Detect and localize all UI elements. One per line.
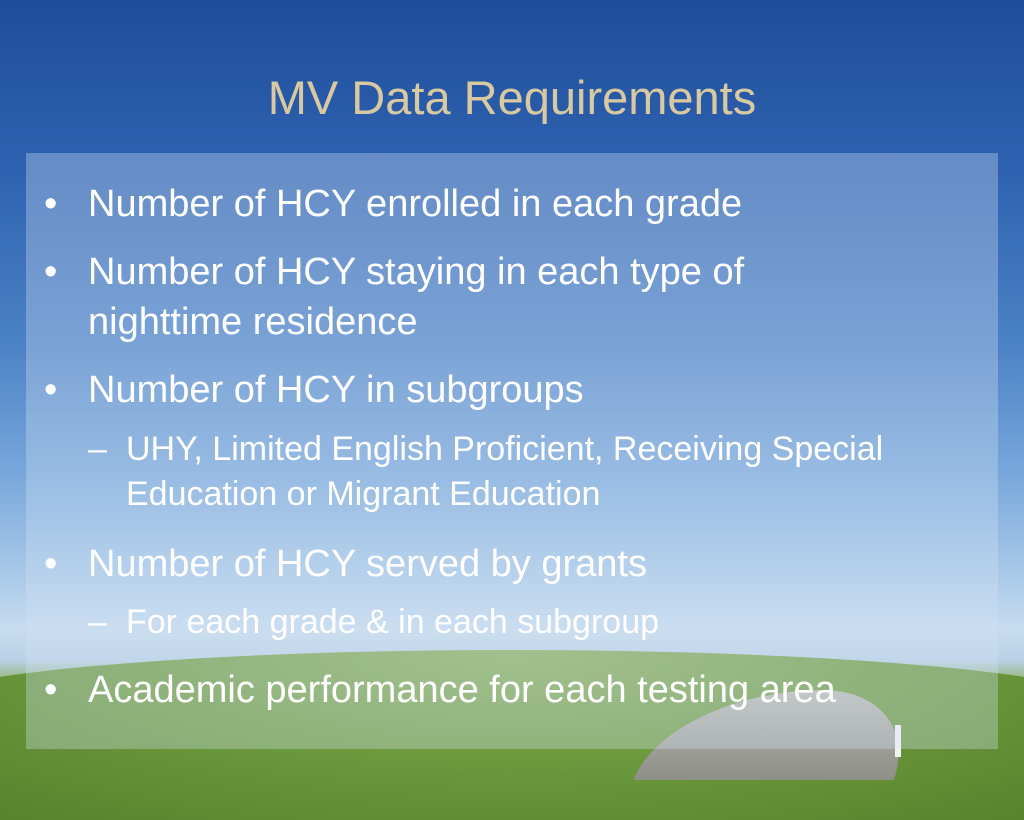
bullet-dot: • (44, 543, 58, 585)
sub-bullet-dash: – (88, 430, 107, 468)
bullet-dot: • (44, 183, 58, 225)
bullet-dot: • (44, 369, 58, 411)
bullet-text: Number of HCY enrolled in each grade (88, 183, 743, 225)
bullet-text: Number of HCY staying in each type of nighttime residence (88, 251, 745, 343)
content-panel (26, 153, 998, 749)
sub-bullet-text: UHY, Limited English Proficient, Receiving Special Education or Migrant Education (126, 430, 884, 513)
bullet-dot: • (44, 251, 58, 293)
bullet-text: Number of HCY in subgroups (88, 369, 584, 411)
bullet-text: Academic performance for each testing area (88, 669, 836, 711)
slide-title: MV Data Requirements (267, 71, 757, 124)
sub-bullet-dash: – (88, 603, 107, 641)
sub-bullet-text: For each grade & in each subgroup (126, 603, 660, 641)
bullet-text: Number of HCY served by grants (88, 543, 647, 585)
bullet-dot: • (44, 669, 58, 711)
